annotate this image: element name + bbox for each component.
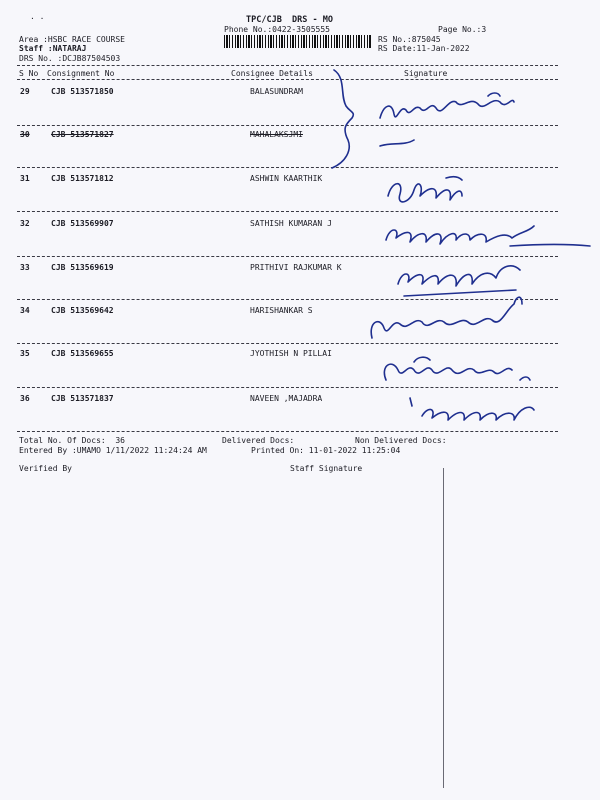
- barcode: [224, 35, 372, 48]
- row-consignment: CJB 513569642: [51, 306, 114, 315]
- divider: [17, 125, 558, 126]
- brace-mark: [332, 70, 353, 168]
- signature-stroke: [380, 140, 414, 146]
- divider: [17, 256, 558, 257]
- document-title: TPC/CJB DRS - MO: [246, 15, 333, 25]
- signature-stroke: [404, 290, 516, 296]
- signature-stroke: [520, 377, 530, 380]
- row-consignee: ASHWIN KAARTHIK: [250, 174, 323, 183]
- row-sno: 34: [20, 306, 30, 315]
- row-sno: 32: [20, 219, 30, 228]
- rs-number: RS No.:875045: [378, 35, 441, 44]
- row-consignee: NAVEEN ,MAJADRA: [250, 394, 323, 403]
- drs-number-field: DRS No. :DCJB87504503: [19, 54, 121, 63]
- row-sno: 33: [20, 263, 30, 272]
- col-signature: Signature: [404, 69, 448, 78]
- signature-stroke: [510, 245, 590, 247]
- divider: [17, 431, 558, 432]
- divider: [17, 65, 558, 66]
- row-sno: 30: [20, 130, 30, 139]
- row-consignee: PRITHIVI RAJKUMAR K: [250, 263, 342, 272]
- page-number: Page No.:3: [438, 25, 487, 34]
- row-consignee: BALASUNDRAM: [250, 87, 303, 96]
- row-consignment: CJB 513571837: [51, 394, 114, 403]
- row-consignee: JYOTHISH N PILLAI: [250, 349, 332, 358]
- delivered-docs: Delivered Docs:: [222, 436, 295, 445]
- entered-by: Entered By :UMAMO 1/11/2022 11:24:24 AM: [19, 446, 207, 455]
- non-delivered-docs: Non Delivered Docs:: [355, 436, 447, 445]
- signature-stroke: [488, 93, 500, 96]
- staff-signature-label: Staff Signature: [290, 464, 363, 473]
- total-docs: Total No. Of Docs: 36: [19, 436, 125, 445]
- signature-stroke: [446, 177, 462, 180]
- row-consignee: SATHISH KUMARAN J: [250, 219, 332, 228]
- divider: [17, 387, 558, 388]
- row-consignee: MAHALAKSJMI: [250, 130, 303, 139]
- rs-date: RS Date:11-Jan-2022: [378, 44, 470, 53]
- staff-field: Staff :NATARAJ: [19, 44, 87, 53]
- divider: [17, 343, 558, 344]
- row-consignment: CJB 513569619: [51, 263, 114, 272]
- scan-mark: · ·: [30, 14, 45, 23]
- signature-stroke: [398, 266, 520, 286]
- row-sno: 35: [20, 349, 30, 358]
- row-sno: 29: [20, 87, 30, 96]
- divider: [17, 299, 558, 300]
- printed-on: Printed On: 11-01-2022 11:25:04: [251, 446, 401, 455]
- divider: [17, 211, 558, 212]
- row-consignment: CJB 513571812: [51, 174, 114, 183]
- signature-stroke: [386, 226, 534, 244]
- signature-stroke: [414, 357, 430, 362]
- divider: [17, 167, 558, 168]
- col-consignee: Consignee Details: [231, 69, 313, 78]
- col-consignment: Consignment No: [47, 69, 115, 78]
- signature-stroke: [380, 100, 514, 118]
- signature-stroke: [388, 184, 462, 202]
- row-consignment: CJB 513571850: [51, 87, 114, 96]
- divider: [17, 79, 558, 80]
- row-consignment: CJB 513569907: [51, 219, 114, 228]
- area-field: Area :HSBC RACE COURSE: [19, 35, 125, 44]
- row-sno: 36: [20, 394, 30, 403]
- row-sno: 31: [20, 174, 30, 183]
- signature-stroke: [371, 297, 522, 338]
- row-consignment: CJB 513569655: [51, 349, 114, 358]
- row-consignee: HARISHANKAR S: [250, 306, 313, 315]
- signature-stroke: [422, 407, 534, 420]
- phone-number: Phone No.:0422-3505555: [224, 25, 330, 34]
- verified-by-label: Verified By: [19, 464, 72, 473]
- signature-column-line: [443, 468, 444, 788]
- col-sno: S No: [19, 69, 39, 78]
- row-consignment: CJB 513571827: [51, 130, 114, 139]
- signature-stroke: [410, 398, 412, 406]
- signature-stroke: [384, 364, 512, 380]
